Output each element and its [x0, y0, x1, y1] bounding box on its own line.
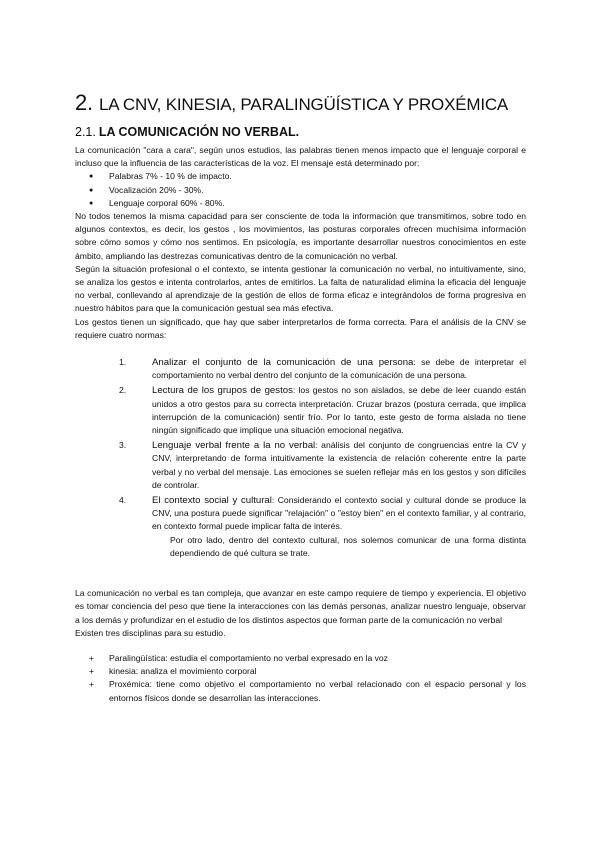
discipline-text: kinesia: analiza el movimiento corporal — [109, 666, 257, 677]
norm-body — [152, 439, 526, 492]
impact-list — [89, 170, 526, 210]
body-paragraph: Según la situación profesional o el contexto, se intenta gestionar la comunicación no verbal, no intuitivamente, sino, se analiza los gestos e intenta controlarlos, antes de emitirlos. La falta de naturalidad elimina la eficacia del lenguaje no verbal, conllevando al aprendizaje de la gestión de ellos de forma eficaz e integrándolos de forma progresiva en nuestro hábitos para que la comunicación gestual sea más efectiva. — [75, 263, 526, 314]
norm-item — [75, 439, 526, 492]
disciplines-intro: Existen tres disciplinas para su estudio. — [75, 627, 226, 638]
norms-list — [75, 356, 526, 560]
list-item: ● Vocalización 20% - 30%. — [89, 184, 526, 197]
norm-extra-text: Por otro lado, dentro del contexto cultural, nos solemos comunicar de una forma distinta dependiendo de qué cultura se trate. — [170, 534, 526, 558]
norm-text: : Considerando el contexto social y cultural donde se produce la CNV, una postura puede significar "relajación" o "estoy bien" en el contexto familiar, y al contrario, en contexto formal puede implicar falta de interés. — [152, 495, 527, 532]
subsection-number: 2.1. — [75, 125, 96, 139]
section-title: LA CNV, KINESIA, PARALINGÜÍSTICA Y PROXÉMICA — [98, 95, 509, 114]
norm-lead: Analizar el conjunto de la comunicación de una persona — [152, 357, 414, 369]
list-item — [89, 652, 526, 665]
body-paragraph: No todos tenemos la misma capacidad para ser consciente de toda la información que transmitimos, sobre todo en algunos contextos, es decir, los gestos , los movimientos, las posturas corporales ofrecen muchísima información sobre cómo somos y cómo nos sentimos. En psicología, es importante desarrollar nuestros conocimientos en este ámbito, ampliando las destrezas comunicativas dentro de la comunicación no verbal. — [75, 211, 526, 261]
norm-lead: Lectura de los grupos de gestos — [152, 385, 293, 397]
discipline-text: Proxémica: tiene como objetivo el comportamiento no verbal relacionado con el espacio personal y los entornos físicos donde se desarrollan las interacciones. — [109, 679, 526, 703]
disciplines-list — [89, 652, 526, 705]
norm-body — [152, 494, 526, 560]
norm-number: 3. — [119, 440, 127, 451]
norm-item — [75, 356, 526, 382]
norm-item — [75, 384, 526, 437]
norm-number: 1. — [119, 357, 127, 368]
norm-number: 2. — [119, 385, 127, 396]
subsection-heading — [75, 124, 526, 140]
norm-number: 4. — [119, 495, 127, 506]
plus-icon: + — [89, 666, 95, 677]
norm-body — [152, 384, 526, 437]
list-item: ● Palabras 7% - 10 % de impacto. — [89, 170, 526, 183]
plus-icon: + — [89, 652, 95, 663]
norm-body — [152, 356, 526, 382]
list-item — [89, 678, 526, 704]
intro-paragraph: La comunicación "cara a cara", según unos estudios, las palabras tienen menos impacto que el lenguaje corporal e incluso que la influencia de las características de la voz. El mensaje está determinado por: — [75, 145, 526, 169]
list-item — [89, 665, 526, 678]
section-number: 2. — [75, 90, 93, 115]
norm-text: : los gestos no son aislados, se debe de leer cuando están unidos a otro gestos para su correcta interpretación. Cruzar brazos (postura cerrada, que implica interrupción de la comunicación) sentir frío. Por lo tanto, este gesto de forma aislada no tiene ningún significado que implique una situación emocional negativa. — [152, 385, 526, 436]
closing-paragraph: La comunicación no verbal es tan compleja, que avanzar en este campo requiere de tiempo y experiencia. El objetivo es tomar conciencia del peso que tiene la interacciones con las demás personas, analizar nuestro lenguaje, observar a los demás y profundizar en el estudio de los distintos aspectos que forman parte de la comunicación no verbal — [75, 588, 526, 625]
norm-item — [75, 494, 526, 560]
discipline-text: Paralingüística: estudia el comportamiento no verbal expresado en la voz — [109, 652, 388, 663]
body-paragraph: Los gestos tienen un significado, que hay que saber interpretarlos de forma correcta. Para el análisis de la CNV se requiere cuatro normas: — [75, 316, 526, 340]
list-item: ● Lenguaje corporal 60% - 80%. — [89, 197, 526, 210]
norm-text: : se debe de interpretar el comportamiento no verbal dentro del conjunto de la comunicación de una persona. — [152, 357, 526, 381]
subsection-title: LA COMUNICACIÓN NO VERBAL. — [98, 125, 300, 139]
norm-text: : análisis del conjunto de congruencias entre la CV y CNV, interpretando de forma intuitivamente la existencia de relación coherente entre la parte verbal y no verbal del mensaje. Las emociones se suelen reflejar más en los gestos y son difíciles de controlar. — [152, 440, 526, 490]
plus-icon: + — [89, 679, 95, 690]
norm-lead: El contexto social y cultural — [152, 495, 272, 507]
spacer — [75, 574, 526, 587]
norm-lead: Lenguaje verbal frente a la no verbal — [152, 440, 316, 452]
section-heading — [75, 92, 526, 116]
